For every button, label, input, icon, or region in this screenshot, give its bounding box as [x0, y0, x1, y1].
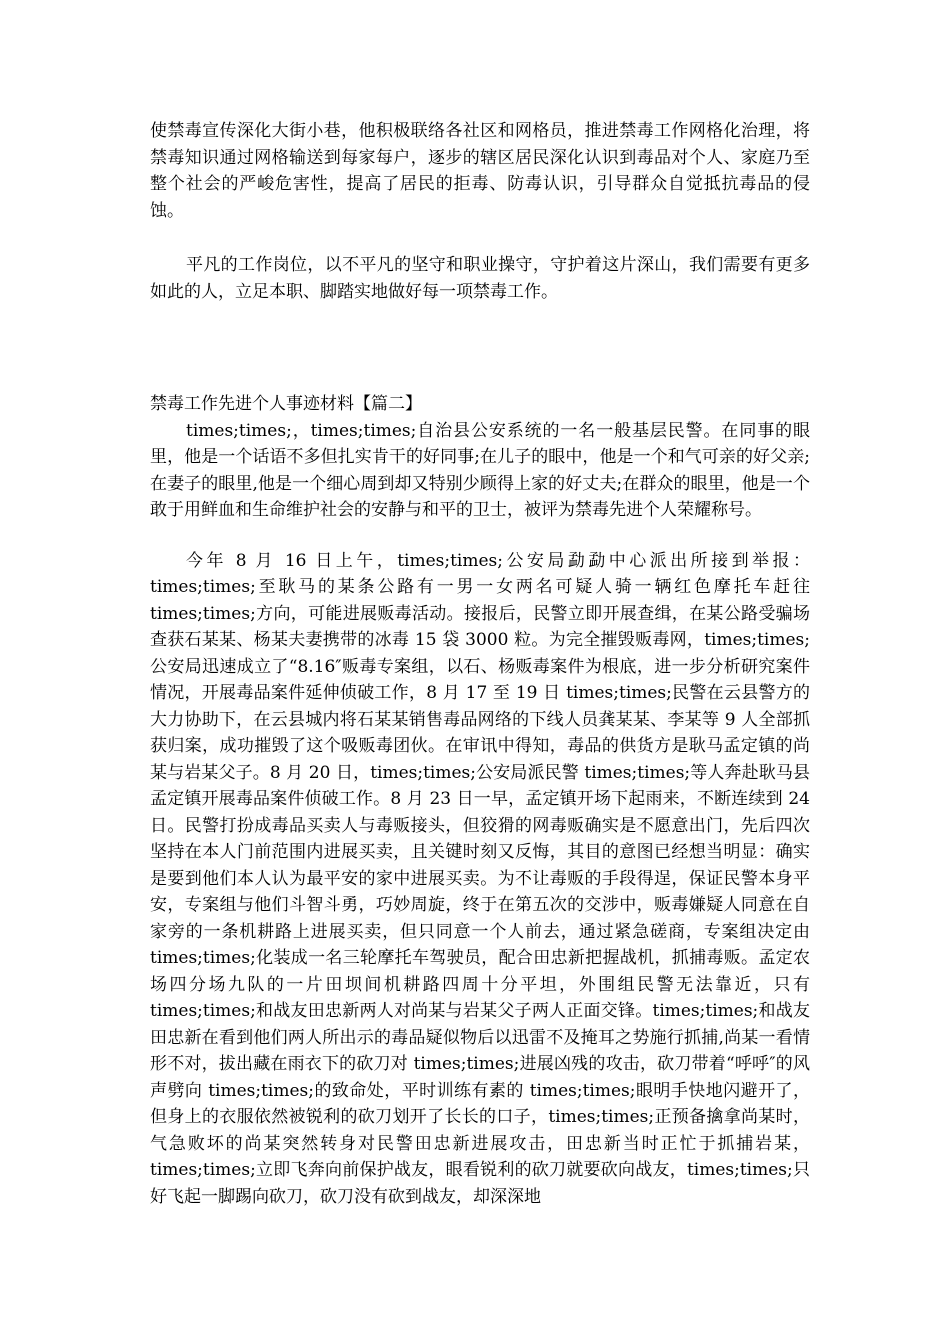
paragraph-continuation: 使禁毒宣传深化大街小巷，他积极联络各社区和网格员，推进禁毒工作网格化治理，将禁毒知识通过网格输送到每家每户，逐步的辖区居民深化认识到毒品对个人、家庭乃至整个社会的严峻危害性，提高了居民的拒毒、防毒认识，引导群众自觉抵抗毒品的侵蚀。 — [150, 121, 810, 221]
paragraph-closing: 平凡的工作岗位，以不平凡的坚守和职业操守，守护着这片深山，我们需要有更多如此的人，立足本职、脚踏实地做好每一项禁毒工作。 — [150, 255, 810, 302]
section-paragraph-case: 今年 8 月 16 日上午，times;times;公安局勐勐中心派出所接到举报：times;times;至耿马的某条公路有一男一女两名可疑人骑一辆红色摩托车赶往 times;times;方向，可能进展贩毒活动。接报后，民警立即开展查缉，在某公路受骗场查获石某某、杨某夫妻携带的冰毒 15 袋 3000 粒。为完全摧毁贩毒网，times;times;公安局迅速成立了“8.16″贩毒专案组，以石、杨贩毒案件为根底，进一步分析研究案件情况，开展毒品案件延伸侦破工作，8 月 17 至 19 日 times;times;民警在云县警方的大力协助下，在云县城内将石某某销售毒品网络的下线人员龚某某、李某等 9 人全部抓获归案，成功摧毁了这个吸贩毒团伙。在审讯中得知，毒品的供货方是耿马孟定镇的尚某与岩某父子。8 月 20 日，times;times;公安局派民警 times;times;等人奔赴耿马县孟定镇开展毒品案件侦破工作。8 月 23 日一早，孟定镇开场下起雨来，不断连续到 24 日。民警打扮成毒品买卖人与毒贩接头，但狡猾的网毒贩确实是不愿意出门，先后四次坚持在本人门前范围内进展买卖，且关键时刻又反悔，其目的意图已经想当明显：确实是要到他们本人认为最平安的家中进展买卖。为不让毒贩的手段得逞，保证民警本身平安，专案组与他们斗智斗勇，巧妙周旋，终于在第五次的交涉中，贩毒嫌疑人同意在自家旁的一条机耕路上进展买卖，但只同意一个人前去，通过紧急磋商，专案组决定由 times;times;化装成一名三轮摩托车驾驶员，配合田忠新把握战机，抓捕毒贩。孟定农场四分场九队的一片田坝间机耕路四周十分平坦，外围组民警无法靠近，只有 times;times;和战友田忠新两人对尚某与岩某父子两人正面交锋。times;times;和战友田忠新在看到他们两人所出示的毒品疑似物后以迅雷不及掩耳之势施行抓捕,尚某一看情形不对，拔出藏在雨衣下的砍刀对 times;times;进展凶残的攻击，砍刀带着“呼呼″的风声劈向 times;times;的致命处，平时训练有素的 times;times;眼明手快地闪避开了，但身上的衣服依然被锐利的砍刀划开了长长的口子，times;times;正预备擒拿尚某时，气急败坏的尚某突然转身对民警田忠新进展攻击，田忠新当时正忙于抓捕岩某，times;times;立即飞奔向前保护战友，眼看锐利的砍刀就要砍向战友，times;times;只好飞起一脚踢向砍刀，砍刀没有砍到战友，却深深地 — [150, 550, 810, 1207]
section-heading: 禁毒工作先进个人事迹材料【篇二】 — [150, 394, 422, 414]
section-paragraph-intro: times;times;，times;times;自治县公安系统的一名一般基层民警。在同事的眼里，他是一个话语不多但扎实肯干的好同事;在儿子的眼中，他是一个和气可亲的好父亲;在妻子的眼里,他是一个细心周到却又特别少顾得上家的好丈夫;在群众的眼里，他是一个敢于用鲜血和生命维护社会的安静与和平的卫士，被评为禁毒先进个人荣耀称号。 — [150, 420, 810, 520]
document-page — [150, 118, 810, 1210]
